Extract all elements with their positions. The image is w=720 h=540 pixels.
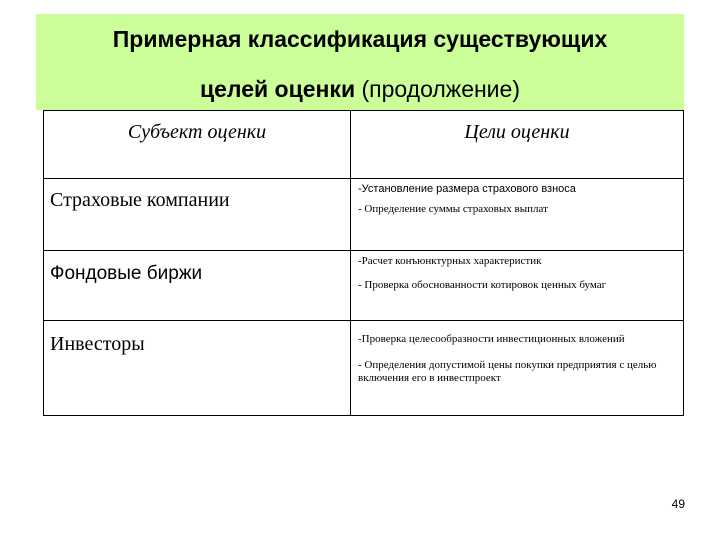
goals-cell: [351, 321, 684, 416]
subject-cell: [44, 179, 351, 251]
goals-cell: [351, 179, 684, 251]
goal-item: - Определения допустимой цены покупки предприятия с целью включения его в инвестпроект: [358, 359, 657, 384]
goal-item: -Расчет конъюнктурных характеристик: [358, 255, 542, 267]
goal-item: - Проверка обоснованности котировок ценных бумаг: [358, 279, 607, 291]
subject-label: Страховые компании: [50, 189, 230, 211]
table-row: [44, 321, 684, 416]
table-row: [44, 251, 684, 321]
classification-table: [43, 110, 684, 416]
goal-item: - Определение суммы страховых выплат: [358, 203, 548, 215]
page-number: 49: [671, 497, 685, 511]
title-banner: [36, 14, 684, 110]
subject-label: Фондовые биржи: [50, 263, 203, 284]
slide-title-line1: Примерная классификация существующих: [112, 26, 608, 52]
subject-cell: [44, 321, 351, 416]
goals-cell: [351, 251, 684, 321]
slide-title-line2: [36, 76, 684, 103]
subject-cell: [44, 251, 351, 321]
header-subject: Субъект оценки: [44, 111, 351, 179]
table-row: [44, 179, 684, 251]
slide-title-normal-part: (продолжение): [361, 76, 520, 102]
header-goals: Цели оценки: [351, 111, 684, 179]
table-header-row: [44, 111, 684, 179]
goal-item: -Проверка целесообразности инвестиционных вложений: [358, 333, 625, 345]
subject-label: Инвесторы: [50, 333, 145, 355]
goal-item: -Установление размера страхового взноса: [358, 183, 576, 195]
slide-title-bold-part: целей оценки: [200, 76, 356, 102]
